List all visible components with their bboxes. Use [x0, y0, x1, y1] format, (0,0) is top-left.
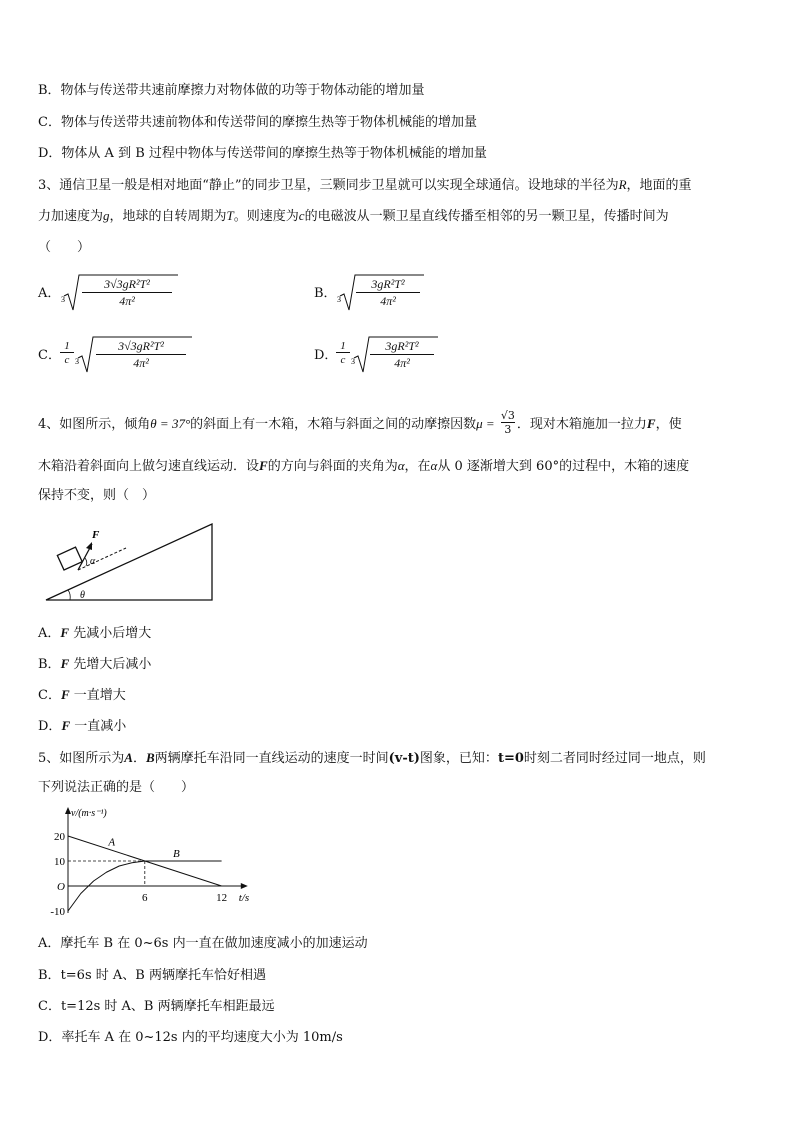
x-axis-label: t/s [238, 892, 250, 904]
fraction: $\frac{\text{3gR²T²}}{\text{4π²}}$ [356, 277, 420, 309]
series-a-label: A [108, 836, 116, 849]
y-tick-label: -10 [50, 906, 65, 918]
q4-option-b: B．F 先增大后减小 [38, 656, 152, 672]
q5-option-a: A．摩托车 B 在 0~6s 内一直在做加速度减小的加速运动 [38, 936, 368, 951]
svg-text:3: 3 [61, 295, 65, 304]
q4-stem-line2: 木箱沿着斜面向上做匀速直线运动．设F的方向与斜面的夹角为α，在α从 0 逐渐增大到 60°的过程中，木箱的速度 [38, 458, 690, 474]
fraction: $\frac{\text{3√3gR²T²}}{\text{4π²}}$ [82, 277, 172, 309]
q3-option-b: B． 3 $\frac{\text{3gR²T²}}{\text{4π²}}$ [314, 272, 514, 316]
q5-option-c: C．t=12s 时 A、B 两辆摩托车相距最远 [38, 999, 275, 1014]
q3-option-d: D． $\frac{1}{c}$ 3 $\frac{\text{3gR²T²}}{\text{4π²}}$ [314, 334, 534, 378]
q4-option-a: A．F 先减小后增大 [38, 625, 152, 641]
q5-stem-line1: 5、如图所示为A．B两辆摩托车沿同一直线运动的速度一时间(v-t)图象，已知：t=0时刻二者同时经过同一地点，则 [38, 750, 706, 766]
svg-text:3: 3 [337, 295, 341, 304]
wooden-box [57, 547, 82, 570]
q4-option-c: C．F 一直增大 [38, 687, 126, 703]
q3-stem-line1: 3、通信卫星一般是相对地面“静止”的同步卫星，三颗同步卫星就可以实现全球通信。设地球的半径为R，地面的重 [38, 177, 692, 193]
theta-label: θ [80, 590, 85, 601]
mu-fraction: $\frac{√3}{3}$ [500, 409, 515, 436]
y-tick-label: O [57, 881, 65, 893]
y-tick-label: 20 [54, 831, 65, 843]
q5-option-d: D．率托车 A 在 0~12s 内的平均速度大小为 10m/s [38, 1030, 343, 1045]
coefficient: $\frac{1}{c}$ [60, 340, 74, 366]
svg-text:3: 3 [351, 357, 355, 366]
alpha-arc [85, 558, 87, 566]
coefficient: $\frac{1}{c}$ [336, 340, 350, 366]
incline-triangle [46, 524, 212, 600]
x-tick-label: 12 [216, 892, 228, 904]
q4-option-d: D．F 一直减小 [38, 718, 127, 734]
force-label: F [92, 529, 100, 541]
q2-option-d: D．物体从 A 到 B 过程中物体与传送带间的摩擦生热等于物体机械能的增加量 [38, 146, 487, 161]
q4-stem-line1: 4、如图所示，倾角θ = 37°的斜面上有一木箱，木箱与斜面之间的动摩擦因数μ = $\frac{√3}{3}$ ．现对木箱施加一拉力F，使 [38, 409, 682, 436]
q4-stem-line3: 保持不变，则（ ） [38, 488, 156, 503]
q2-option-c: C．物体与传送带共速前物体和传送带间的摩擦生热等于物体机械能的增加量 [38, 115, 477, 130]
svg-text:3: 3 [75, 357, 79, 366]
y-axis-label: v/(m·s⁻¹) [71, 808, 107, 819]
q3-option-c: C． $\frac{1}{c}$ 3 $\frac{\text{3√3gR²T²}}{\text{4π²}}$ [38, 334, 258, 378]
fraction: $\frac{\text{3gR²T²}}{\text{4π²}}$ [370, 339, 434, 371]
incline-diagram [40, 518, 220, 608]
x-axis-arrow [241, 883, 248, 889]
q3-stem-line3: （ ） [38, 240, 91, 255]
x-tick-label: 6 [142, 892, 148, 904]
q3-option-a: A． 3 $\frac{\text{3√3gR²T²}}{\text{4π²}}$ [38, 272, 238, 316]
q2-option-b: B．物体与传送带共速前摩擦力对物体做的功等于物体动能的增加量 [38, 83, 425, 98]
y-tick-label: 10 [54, 856, 65, 868]
fraction: $\frac{\text{3√3gR²T²}}{\text{4π²}}$ [96, 339, 186, 371]
q5-option-b: B．t=6s 时 A、B 两辆摩托车恰好相遇 [38, 968, 266, 983]
vt-chart [40, 806, 250, 918]
q5-stem-line2: 下列说法正确的是（ ） [38, 780, 195, 795]
force-arrowhead [86, 542, 92, 550]
alpha-label: α [90, 556, 96, 567]
q3-stem-line2: 力加速度为g，地球的自转周期为T。则速度为c的电磁波从一颗卫星直线传播至相邻的另一颗卫星，传播时间为 [38, 208, 669, 224]
theta-arc [68, 590, 70, 600]
series-b-label: B [172, 848, 180, 860]
